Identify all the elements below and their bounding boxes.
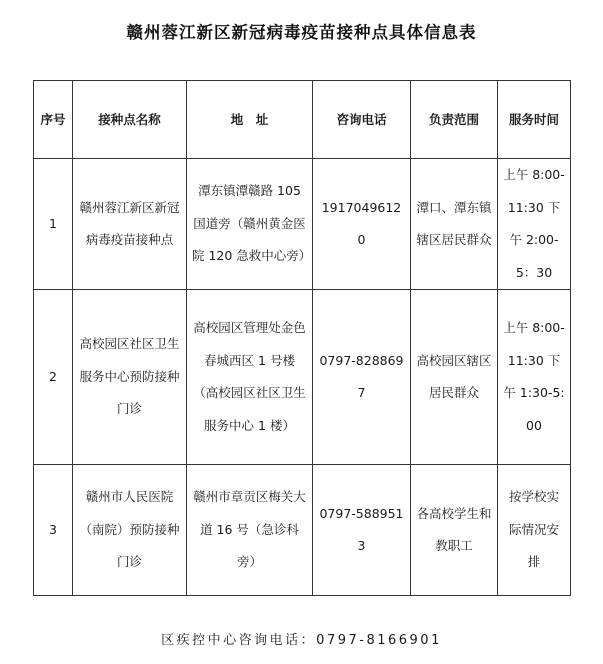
row-number: 1 xyxy=(34,159,73,290)
page-title: 赣州蓉江新区新冠病毒疫苗接种点具体信息表 xyxy=(126,23,477,42)
cdc-hotline xyxy=(0,629,603,648)
table-header-row xyxy=(34,81,571,159)
row-number: 3 xyxy=(34,465,73,596)
row-address: 高校园区管理处金色春城西区 1 号楼（高校园区社区卫生服务中心 1 楼） xyxy=(187,290,313,465)
table-row xyxy=(34,465,571,596)
header-number: 序号 xyxy=(34,81,73,159)
row-site-name: 赣州蓉江新区新冠病毒疫苗接种点 xyxy=(73,159,187,290)
row-address: 潭东镇潭赣路 105 国道旁（赣州黄金医院 120 急救中心旁） xyxy=(187,159,313,290)
row-site-name: 赣州市人民医院（南院）预防接种门诊 xyxy=(73,465,187,596)
row-scope: 各高校学生和教职工 xyxy=(411,465,498,596)
header-site-name: 接种点名称 xyxy=(73,81,187,159)
header-phone: 咨询电话 xyxy=(313,81,411,159)
header-address: 地 址 xyxy=(187,81,313,159)
row-address: 赣州市章贡区梅关大道 16 号（急诊科旁） xyxy=(187,465,313,596)
cdc-hotline-separator: ： xyxy=(300,633,317,648)
row-service-time: 上午 8:00-11:30 下午 1:30-5:00 xyxy=(498,290,571,465)
row-scope: 高校园区辖区居民群众 xyxy=(411,290,498,465)
row-phone: 0797-5889513 xyxy=(313,465,411,596)
table-row xyxy=(34,290,571,465)
row-service-time: 上午 8:00-11:30 下午 2:00-5：30 xyxy=(498,159,571,290)
row-scope: 潭口、潭东镇辖区居民群众 xyxy=(411,159,498,290)
row-number: 2 xyxy=(34,290,73,465)
row-site-name: 高校园区社区卫生服务中心预防接种门诊 xyxy=(73,290,187,465)
table-row xyxy=(34,159,571,290)
row-phone: 19170496120 xyxy=(313,159,411,290)
vaccination-sites-table xyxy=(33,80,571,596)
row-service-time: 按学校实际情况安排 xyxy=(498,465,571,596)
cdc-hotline-number: 0797-8166901 xyxy=(316,633,442,648)
row-phone: 0797-8288697 xyxy=(313,290,411,465)
header-scope: 负责范围 xyxy=(411,81,498,159)
cdc-hotline-label: 区疾控中心咨询电话 xyxy=(161,633,301,648)
header-service-time: 服务时间 xyxy=(498,81,571,159)
